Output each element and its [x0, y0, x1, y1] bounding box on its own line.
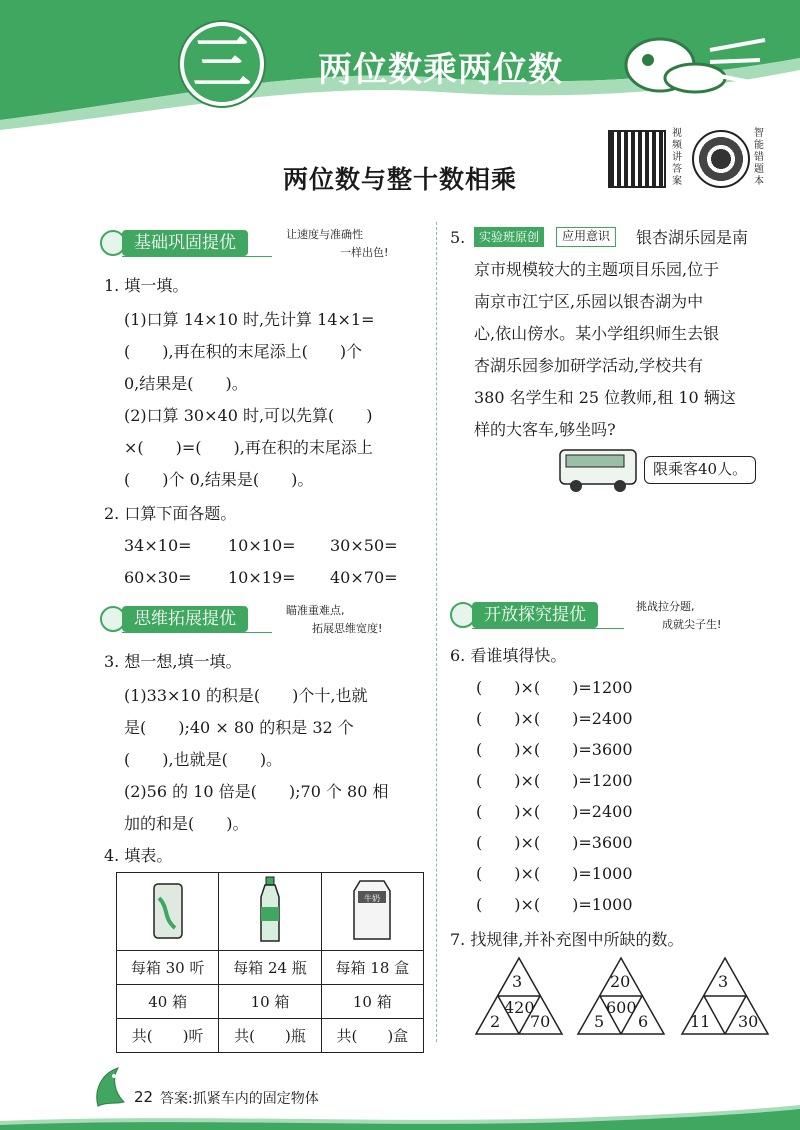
milk-carton-icon [348, 877, 396, 943]
question-7-title: 7. 找规律,并补充图中所缺的数。 [450, 930, 684, 949]
question-1-line: (1)口算 14×10 时,先计算 14×1= [124, 310, 375, 329]
triangle-right: 70 [530, 1012, 551, 1031]
calc-item: 40×70= [330, 568, 398, 587]
triangle-shape [576, 956, 666, 1036]
question-5-line: 380 名学生和 25 位教师,租 10 辆这 [474, 388, 736, 407]
question-5-line: 京市规模较大的主题项目乐园,位于 [474, 260, 720, 279]
section-note: 挑战拉分题, [636, 600, 695, 613]
question-5-line: 银杏湖乐园是南 [636, 228, 749, 247]
chapter-title: 两位数乘两位数 [318, 50, 563, 90]
can-icon [151, 878, 185, 942]
qr-code-mistakes[interactable] [692, 130, 750, 188]
triangle-left: 11 [690, 1012, 711, 1031]
table-cell: 共( )听 [117, 1019, 219, 1053]
question-3-line: 加的和是( )。 [124, 814, 249, 833]
section-banner-basic [100, 228, 418, 258]
calc-item: 60×30= [124, 568, 192, 587]
equation-row: ( )×( )=3600 [476, 740, 633, 759]
mascot-illustration [600, 20, 770, 110]
question-1-line: ( )个 0,结果是( )。 [124, 470, 314, 489]
equation-row: ( )×( )=2400 [476, 709, 633, 728]
triangle-top: 3 [512, 972, 523, 991]
tag-original: 实验班原创 [474, 227, 544, 247]
table-cell: 10 箱 [219, 985, 321, 1019]
triangle-top: 20 [610, 972, 631, 991]
question-1-line: ×( )=( ),再在积的末尾添上 [124, 438, 373, 457]
equation-row: ( )×( )=1000 [476, 895, 633, 914]
triangle-left: 5 [594, 1012, 605, 1031]
triangle-top: 3 [718, 972, 729, 991]
question-1-line: ( ),再在积的末尾添上( )个 [124, 342, 363, 361]
triangle-left: 2 [490, 1012, 501, 1031]
question-3-line: (1)33×10 的积是( )个十,也就 [124, 686, 368, 705]
table-cell: 40 箱 [117, 985, 219, 1019]
table-cell [117, 873, 219, 951]
table-cell [321, 873, 423, 951]
section-title: 思维拓展提优 [122, 606, 248, 632]
column-divider [436, 222, 437, 1042]
equation-row: ( )×( )=1200 [476, 678, 633, 697]
question-3-line: ( ),也就是( )。 [124, 750, 283, 769]
question-1-title: 1. 填一填。 [104, 276, 189, 295]
question-5-line: 心,依山傍水。某小学组织师生去银 [474, 324, 720, 343]
question-3-title: 3. 想一想,填一填。 [104, 652, 242, 671]
chapter-number-badge: 三 [180, 22, 264, 106]
question-6-title: 6. 看谁填得快。 [450, 646, 567, 665]
table-cell [219, 873, 321, 951]
question-5-line: 杏湖乐园参加研学活动,学校共有 [474, 356, 704, 375]
section-banner-thinking [100, 604, 418, 634]
calc-item: 10×19= [228, 568, 296, 587]
tag-application: 应用意识 [556, 227, 616, 247]
table-cell: 共( )盒 [321, 1019, 423, 1053]
section-title: 开放探究提优 [472, 602, 598, 628]
triangle-center: 420 [504, 998, 535, 1017]
section-banner-explore [450, 600, 770, 630]
question-5-line: 南京市江宁区,乐园以银杏湖为中 [474, 292, 704, 311]
answer-footnote: 答案:抓紧车内的固定物体 [160, 1091, 319, 1107]
dolphin-icon [90, 1062, 130, 1114]
lesson-title: 两位数与整十数相乘 [282, 165, 517, 194]
question-5-number: 5. [450, 228, 466, 247]
equation-row: ( )×( )=1000 [476, 864, 633, 883]
bus-icon [558, 444, 640, 494]
page-number: 22 [134, 1088, 154, 1106]
qr-mistakes-label: 智能错题本 [754, 128, 764, 187]
table-cell: 每箱 30 听 [117, 951, 219, 985]
number-triangle [576, 956, 666, 1036]
bus-capacity-note: 限乘客40人。 [644, 456, 756, 484]
qr-code-video[interactable] [608, 130, 666, 188]
question-3-line: 是( );40 × 80 的积是 32 个 [124, 718, 354, 737]
qr-video-label: 视频讲答案 [672, 128, 682, 187]
triangle-shape [474, 956, 564, 1036]
equation-row: ( )×( )=1200 [476, 771, 633, 790]
question-1-line: 0,结果是( )。 [124, 374, 248, 393]
bottle-icon [255, 875, 285, 945]
section-note: 拓展思维宽度! [312, 622, 383, 635]
section-note: 瞄准重难点, [286, 604, 345, 617]
section-note: 一样出色! [340, 246, 389, 259]
milk-label: 牛奶 [364, 893, 381, 903]
question-2-title: 2. 口算下面各题。 [104, 504, 237, 523]
fill-table [116, 872, 424, 1053]
divider [122, 632, 272, 633]
equation-row: ( )×( )=3600 [476, 833, 633, 852]
divider [122, 256, 272, 257]
question-3-line: (2)56 的 10 倍是( );70 个 80 相 [124, 782, 389, 801]
section-note: 让速度与准确性 [286, 228, 363, 241]
question-4-title: 4. 填表。 [104, 846, 173, 865]
triangle-right: 30 [738, 1012, 759, 1031]
calc-item: 34×10= [124, 536, 192, 555]
table-cell: 10 箱 [321, 985, 423, 1019]
table-cell: 共( )瓶 [219, 1019, 321, 1053]
triangle-right: 6 [638, 1012, 649, 1031]
triangle-center: 600 [606, 998, 637, 1017]
number-triangle [680, 956, 770, 1036]
table-cell: 每箱 24 瓶 [219, 951, 321, 985]
section-title: 基础巩固提优 [122, 230, 248, 256]
question-5-line: 样的大客车,够坐吗? [474, 420, 616, 439]
equation-row: ( )×( )=2400 [476, 802, 633, 821]
question-1-line: (2)口算 30×40 时,可以先算( ) [124, 406, 373, 425]
calc-item: 30×50= [330, 536, 398, 555]
section-note: 成就尖子生! [662, 618, 722, 631]
number-triangle [474, 956, 564, 1036]
divider [472, 628, 624, 629]
table-cell: 每箱 18 盒 [321, 951, 423, 985]
calc-item: 10×10= [228, 536, 296, 555]
